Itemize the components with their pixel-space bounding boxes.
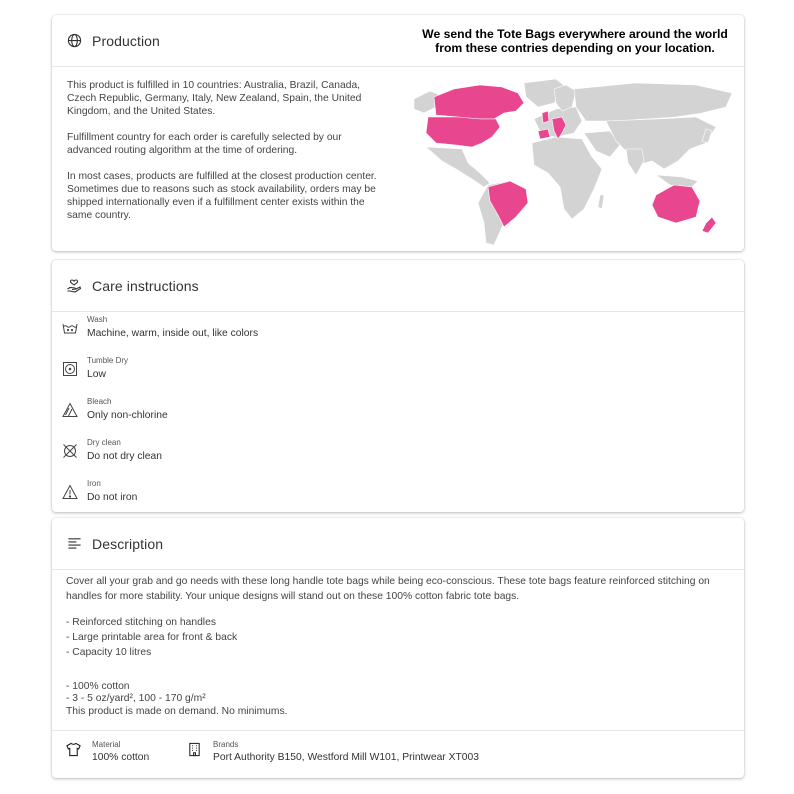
production-card [52, 15, 744, 251]
text-lines-icon [66, 536, 82, 552]
description-bullet: - Large printable area for front & back [66, 632, 238, 643]
map-india [626, 149, 644, 175]
shipping-banner [410, 27, 740, 55]
map-asia [606, 117, 716, 169]
care-item-iron [62, 479, 137, 505]
production-header [52, 15, 744, 67]
description-bullet: - Reinforced stitching on handles [66, 617, 216, 628]
tumble-dry-icon [62, 361, 80, 379]
brands-info [187, 740, 479, 765]
description-spec: This product is made on demand. No minimums. [66, 706, 288, 717]
production-text [67, 79, 387, 235]
care-item-value: Machine, warm, inside out, like colors [87, 328, 259, 339]
bleach-icon [62, 402, 80, 420]
map-new-zealand [702, 217, 716, 233]
no-dry-clean-icon [62, 443, 80, 461]
iron-icon [62, 484, 80, 502]
care-item-value: Do not iron [87, 492, 138, 503]
description-card [52, 518, 744, 778]
map-spain [538, 129, 550, 139]
care-item-label: Tumble Dry [87, 356, 129, 365]
care-item-label: Bleach [87, 397, 112, 406]
map-uk [542, 111, 549, 123]
material-info [66, 740, 149, 765]
care-item-label: Iron [87, 479, 101, 488]
care-item-tumble-dry [62, 356, 128, 382]
hand-heart-icon [66, 278, 82, 294]
care-item-bleach [62, 397, 168, 423]
care-item-value: Only non-chlorine [87, 410, 168, 421]
description-spec: - 3 - 5 oz/yard², 100 - 170 g/m² [66, 693, 206, 704]
production-paragraph-2: Fulfillment country for each order is carefully selected by our advanced routing algorithm at the time of ordering. [67, 132, 342, 156]
production-paragraph-3: In most cases, products are fulfilled at the closest production center. Sometimes due to reasons such as stock availability, orders may be shipped internationally even if a fulfillment center exists within the same country. [67, 171, 377, 221]
description-header [52, 518, 744, 570]
description-intro: Cover all your grab and go needs with these long handle tote bags while being eco-conscious. These tote bags feature reinforced stitching on handles for more stability. Your unique designs will stand out on these 100% cotton fabric tote bags. [66, 576, 710, 602]
description-spec: - 100% cotton [66, 681, 130, 692]
wash-icon [62, 320, 80, 338]
care-card [52, 260, 744, 512]
description-text [66, 574, 736, 718]
material-label: Material [92, 740, 121, 749]
production-title: Production [92, 32, 160, 49]
world-map [406, 77, 736, 247]
care-item-value: Low [87, 369, 106, 380]
banner-line-2: from these contries depending on your location. [435, 41, 715, 55]
care-item-label: Dry clean [87, 438, 121, 447]
description-divider [52, 730, 744, 731]
map-usa [426, 117, 500, 147]
production-paragraph-1: This product is fulfilled in 10 countries: Australia, Brazil, Canada, Czech Republic, Germany, Italy, New Zealand, Spain, the United Kingdom, and the United States. [67, 80, 362, 117]
tshirt-icon [66, 742, 82, 758]
description-bullet: - Capacity 10 litres [66, 647, 152, 658]
material-value: 100% cotton [92, 752, 150, 763]
map-africa [532, 137, 602, 219]
globe-icon [66, 33, 82, 49]
care-title: Care instructions [92, 277, 199, 294]
map-mexico [426, 147, 490, 187]
banner-line-1: We send the Tote Bags everywhere around the world [422, 27, 728, 41]
brands-value: Port Authority B150, Westford Mill W101, Printwear XT003 [213, 752, 479, 763]
map-australia [652, 185, 700, 223]
care-item-wash [62, 315, 258, 341]
care-item-value: Do not dry clean [87, 451, 162, 462]
map-russia [574, 83, 732, 121]
brands-label: Brands [213, 740, 239, 749]
building-icon [187, 742, 203, 758]
care-header [52, 260, 744, 312]
description-title: Description [92, 535, 164, 552]
care-item-dry-clean [62, 438, 162, 464]
map-canada [434, 85, 524, 119]
care-item-label: Wash [87, 315, 108, 324]
map-madagascar [598, 195, 604, 209]
